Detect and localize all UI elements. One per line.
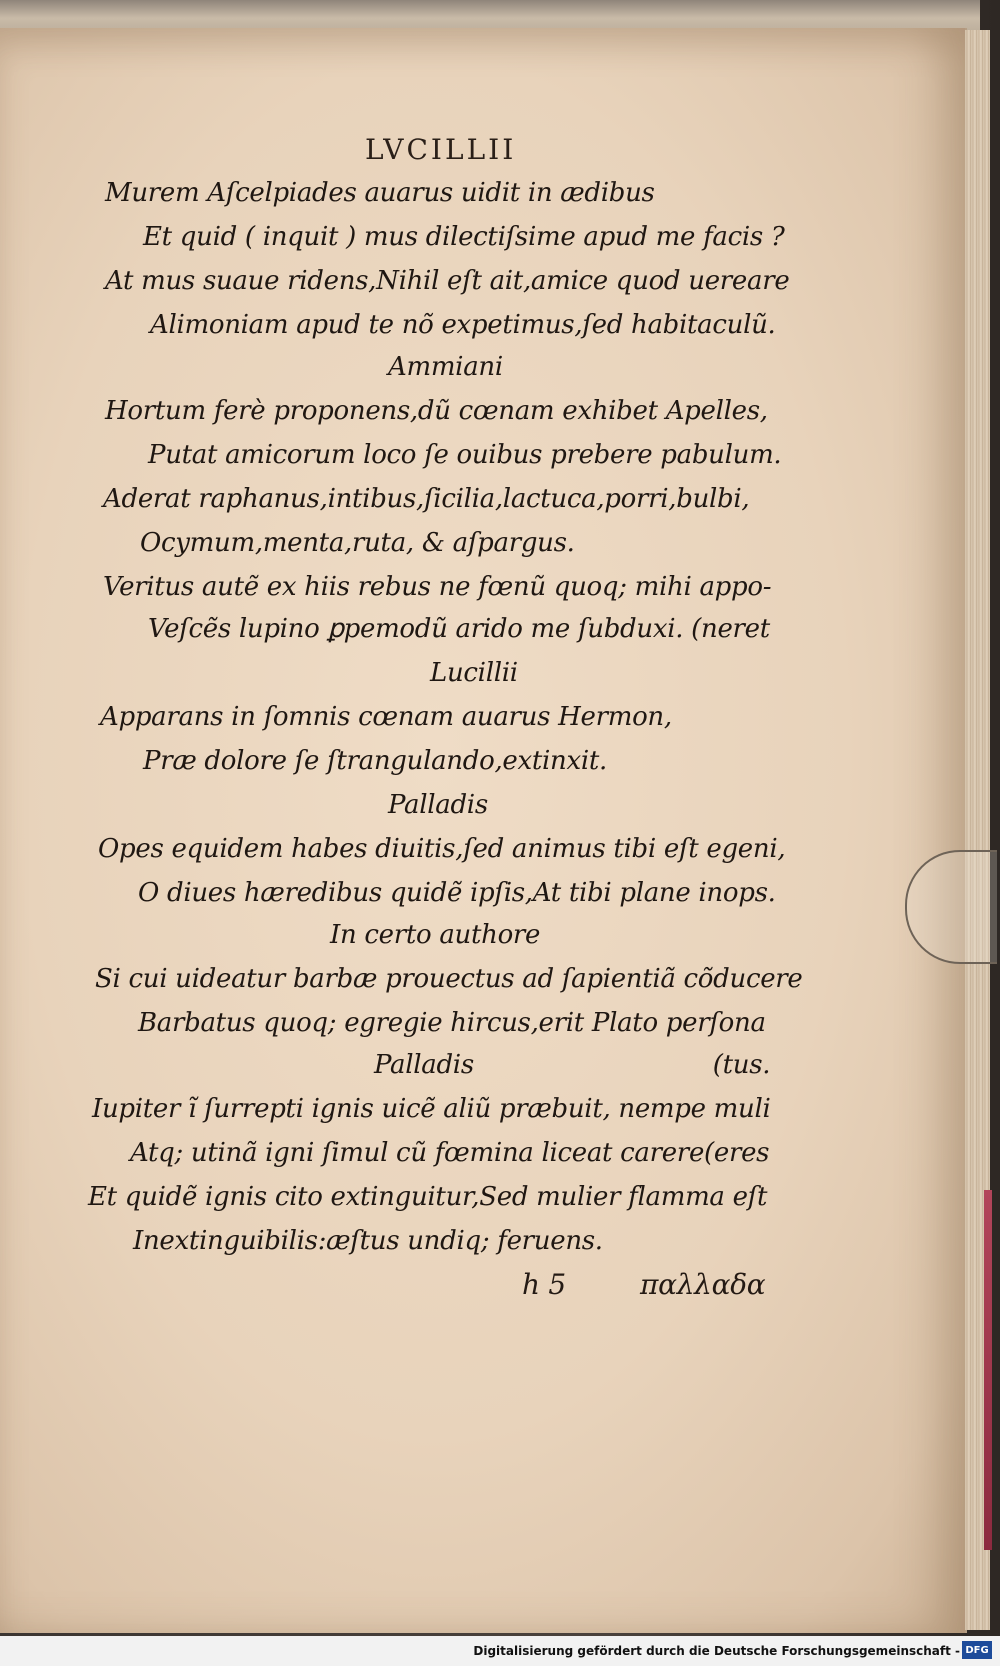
text-line: Putat amicorum loco ſe ouibus prebere pabulum. [148,440,782,470]
text-line: Murem Aſcelpiades auarus uidit in ædibus [105,178,655,208]
section-heading: Palladis (tus. [374,1050,771,1080]
text-line: Et quid ( inquit ) mus dilectiſsime apud me facis ? [143,222,785,252]
text-line: Alimoniam apud te nõ expetimus,ſed habitaculũ. [150,310,776,340]
text-line: Barbatus quoq; egregie hircus,erit Plato perſona [138,1008,766,1038]
text-line: Si cui uideatur barbæ prouectus ad ſapientiã cõducere [95,964,803,994]
section-heading: Ammiani [388,352,503,382]
text-line: Præ dolore ſe ſtrangulando,extinxit. [143,746,607,776]
dfg-logo: DFG [962,1641,992,1659]
text-line: At mus suaue ridens,Nihil eſt ait,amice quod uereare [105,266,790,296]
text-line: Opes equidem habes diuitis,ſed animus tibi eſt egeni, [98,834,786,864]
text-line: Veſcẽs lupino ꝑpemodũ arido me ſubduxi. (neret [148,614,770,644]
text-line: Iupiter ĩ ſurrepti ignis uicẽ aliũ præbuit, nempe muli [92,1094,771,1124]
funding-credit: Digitalisierung gefördert durch die Deutsche Forschungsgemeinschaft - [473,1644,960,1658]
catchword: παλλαδα [640,1268,766,1301]
text-line: O diues hæredibus quidẽ ipſis,At tibi plane inops. [138,878,776,908]
section-heading: Lucillii [430,658,518,688]
text-line: Atq; utinã igni ſimul cũ fœmina liceat carere(eres [130,1138,770,1168]
text-line: Inextinguibilis:æſtus undiq; feruens. [133,1226,603,1256]
signature-mark: h 5 [522,1268,566,1301]
running-header: LVCILLII [365,133,517,166]
section-heading: Palladis [388,790,488,820]
text-line: Apparans in ſomnis cœnam auarus Hermon, [100,702,672,732]
section-heading: In certo authore [330,920,541,950]
text-line: Et quidẽ ignis cito extinguitur,Sed mulier flamma eſt [88,1182,768,1212]
text-line: Ocymum,menta,ruta, & aſpargus. [140,528,575,558]
text-line: Aderat raphanus,intibus,ſicilia,lactuca,porri,bulbi, [103,484,750,514]
text-line: Veritus autẽ ex hiis rebus ne fœnũ quoq; mihi appo- [103,572,772,602]
text-line: Hortum ferè proponens,dũ cœnam exhibet Apelles, [105,396,768,426]
